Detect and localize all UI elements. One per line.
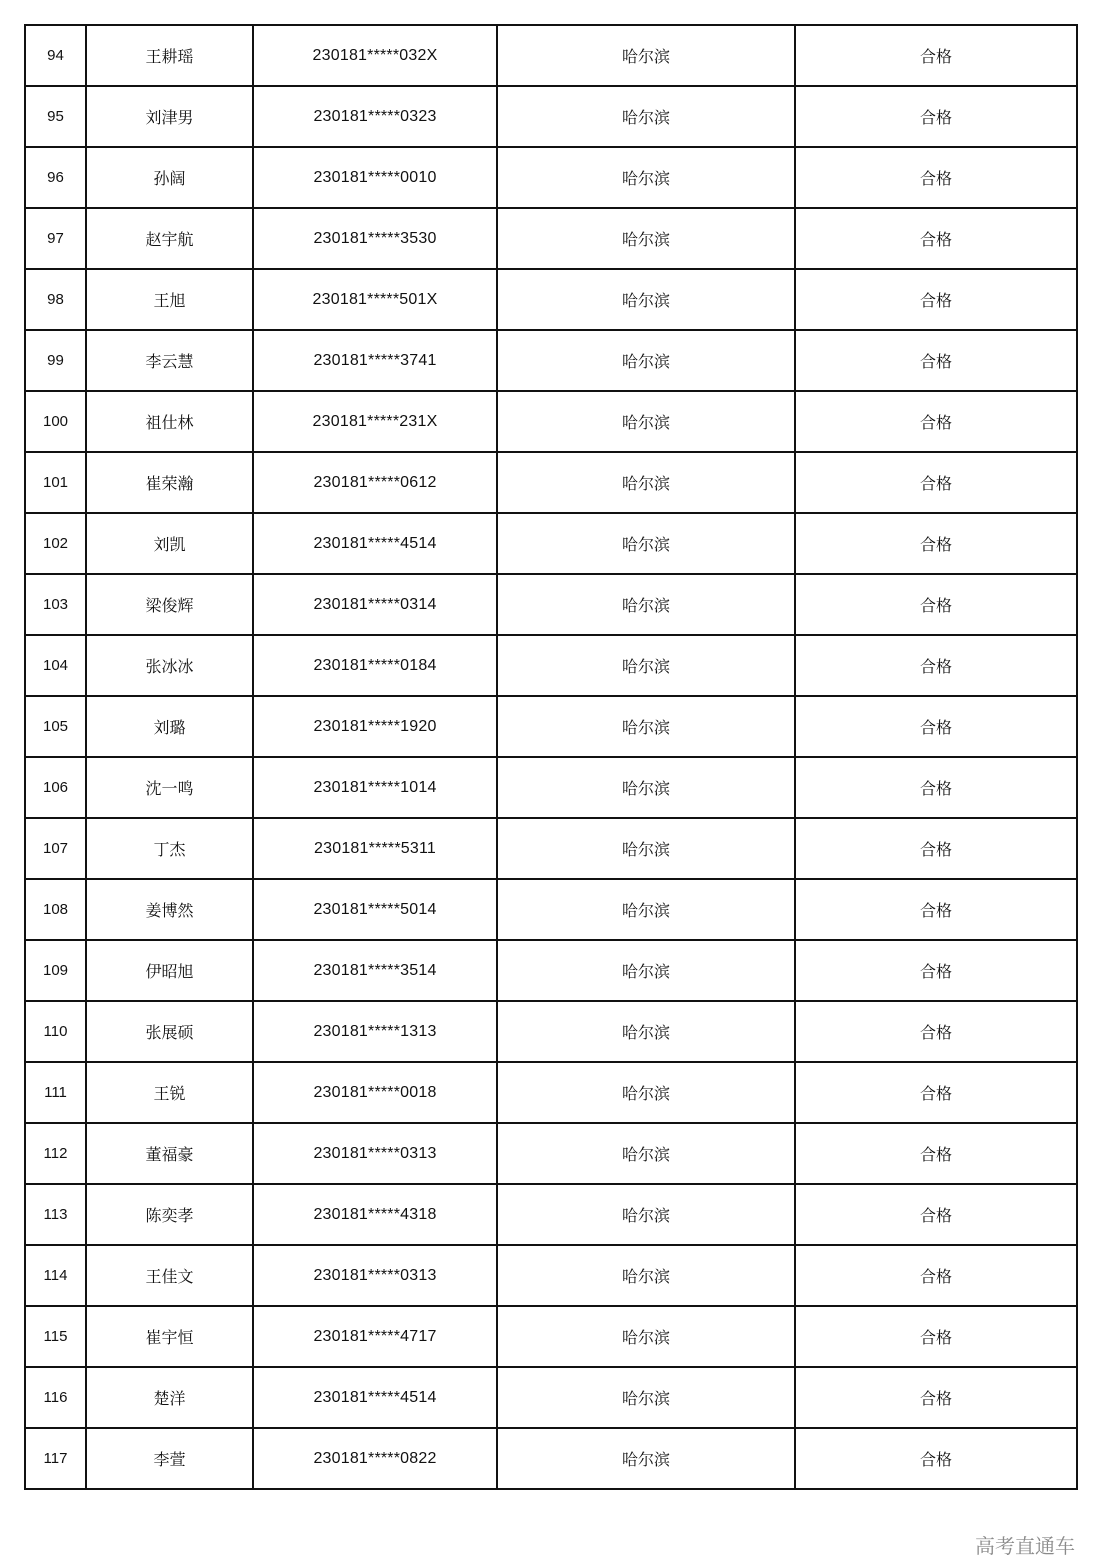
name-cell: 崔荣瀚 [86, 452, 253, 513]
region-cell: 哈尔滨 [497, 1001, 795, 1062]
name-cell: 孙阔 [86, 147, 253, 208]
id-number-cell: 230181*****0010 [253, 147, 497, 208]
result-cell: 合格 [795, 818, 1077, 879]
table-row [25, 452, 1077, 513]
table-row [25, 147, 1077, 208]
table-row [25, 696, 1077, 757]
id-number-cell: 230181*****5014 [253, 879, 497, 940]
region-cell: 哈尔滨 [497, 635, 795, 696]
result-cell: 合格 [795, 696, 1077, 757]
region-cell: 哈尔滨 [497, 574, 795, 635]
table-row [25, 1306, 1077, 1367]
result-cell: 合格 [795, 757, 1077, 818]
table-row [25, 1245, 1077, 1306]
region-cell: 哈尔滨 [497, 818, 795, 879]
id-number-cell: 230181*****1014 [253, 757, 497, 818]
id-number-cell: 230181*****0822 [253, 1428, 497, 1489]
id-number-cell: 230181*****0612 [253, 452, 497, 513]
table-row [25, 1062, 1077, 1123]
region-cell: 哈尔滨 [497, 757, 795, 818]
table-row [25, 879, 1077, 940]
name-cell: 刘凯 [86, 513, 253, 574]
name-cell: 丁杰 [86, 818, 253, 879]
region-cell: 哈尔滨 [497, 452, 795, 513]
name-cell: 张冰冰 [86, 635, 253, 696]
region-cell: 哈尔滨 [497, 696, 795, 757]
id-number-cell: 230181*****1920 [253, 696, 497, 757]
region-cell: 哈尔滨 [497, 86, 795, 147]
result-cell: 合格 [795, 269, 1077, 330]
row-number-cell: 96 [25, 147, 86, 208]
row-number-cell: 109 [25, 940, 86, 1001]
region-cell: 哈尔滨 [497, 330, 795, 391]
result-cell: 合格 [795, 940, 1077, 1001]
result-cell: 合格 [795, 208, 1077, 269]
result-cell: 合格 [795, 1062, 1077, 1123]
row-number-cell: 104 [25, 635, 86, 696]
table-row [25, 391, 1077, 452]
region-cell: 哈尔滨 [497, 1062, 795, 1123]
id-number-cell: 230181*****3530 [253, 208, 497, 269]
results-table [24, 24, 1078, 1490]
result-cell: 合格 [795, 25, 1077, 86]
id-number-cell: 230181*****0323 [253, 86, 497, 147]
region-cell: 哈尔滨 [497, 1245, 795, 1306]
name-cell: 梁俊辉 [86, 574, 253, 635]
region-cell: 哈尔滨 [497, 1367, 795, 1428]
name-cell: 姜博然 [86, 879, 253, 940]
id-number-cell: 230181*****0314 [253, 574, 497, 635]
watermark-text: 高考直通车 [963, 1533, 1075, 1559]
row-number-cell: 110 [25, 1001, 86, 1062]
id-number-cell: 230181*****3514 [253, 940, 497, 1001]
id-number-cell: 230181*****4717 [253, 1306, 497, 1367]
name-cell: 刘璐 [86, 696, 253, 757]
row-number-cell: 114 [25, 1245, 86, 1306]
id-number-cell: 230181*****4318 [253, 1184, 497, 1245]
name-cell: 王旭 [86, 269, 253, 330]
region-cell: 哈尔滨 [497, 25, 795, 86]
result-cell: 合格 [795, 147, 1077, 208]
result-cell: 合格 [795, 513, 1077, 574]
name-cell: 刘津男 [86, 86, 253, 147]
id-number-cell: 230181*****5311 [253, 818, 497, 879]
result-cell: 合格 [795, 879, 1077, 940]
result-cell: 合格 [795, 1428, 1077, 1489]
name-cell: 李云慧 [86, 330, 253, 391]
row-number-cell: 97 [25, 208, 86, 269]
row-number-cell: 108 [25, 879, 86, 940]
row-number-cell: 102 [25, 513, 86, 574]
region-cell: 哈尔滨 [497, 940, 795, 1001]
table-row [25, 269, 1077, 330]
id-number-cell: 230181*****0313 [253, 1123, 497, 1184]
name-cell: 董福豪 [86, 1123, 253, 1184]
name-cell: 伊昭旭 [86, 940, 253, 1001]
region-cell: 哈尔滨 [497, 1184, 795, 1245]
table-row [25, 635, 1077, 696]
row-number-cell: 112 [25, 1123, 86, 1184]
id-number-cell: 230181*****4514 [253, 513, 497, 574]
row-number-cell: 105 [25, 696, 86, 757]
result-cell: 合格 [795, 1001, 1077, 1062]
table-row [25, 1001, 1077, 1062]
result-cell: 合格 [795, 1306, 1077, 1367]
region-cell: 哈尔滨 [497, 513, 795, 574]
id-number-cell: 230181*****1313 [253, 1001, 497, 1062]
table-row [25, 574, 1077, 635]
result-cell: 合格 [795, 574, 1077, 635]
table-row [25, 86, 1077, 147]
region-cell: 哈尔滨 [497, 879, 795, 940]
region-cell: 哈尔滨 [497, 1306, 795, 1367]
region-cell: 哈尔滨 [497, 1123, 795, 1184]
name-cell: 王佳文 [86, 1245, 253, 1306]
row-number-cell: 101 [25, 452, 86, 513]
id-number-cell: 230181*****032X [253, 25, 497, 86]
table-row [25, 1184, 1077, 1245]
row-number-cell: 113 [25, 1184, 86, 1245]
region-cell: 哈尔滨 [497, 391, 795, 452]
name-cell: 赵宇航 [86, 208, 253, 269]
table-row [25, 1367, 1077, 1428]
row-number-cell: 103 [25, 574, 86, 635]
name-cell: 陈奕孝 [86, 1184, 253, 1245]
row-number-cell: 98 [25, 269, 86, 330]
result-cell: 合格 [795, 1245, 1077, 1306]
name-cell: 祖仕林 [86, 391, 253, 452]
results-table-body [25, 25, 1077, 1489]
region-cell: 哈尔滨 [497, 1428, 795, 1489]
name-cell: 张展硕 [86, 1001, 253, 1062]
name-cell: 王耕瑶 [86, 25, 253, 86]
id-number-cell: 230181*****0184 [253, 635, 497, 696]
id-number-cell: 230181*****3741 [253, 330, 497, 391]
row-number-cell: 100 [25, 391, 86, 452]
table-row [25, 330, 1077, 391]
id-number-cell: 230181*****501X [253, 269, 497, 330]
result-cell: 合格 [795, 86, 1077, 147]
table-row [25, 1428, 1077, 1489]
row-number-cell: 116 [25, 1367, 86, 1428]
result-cell: 合格 [795, 1367, 1077, 1428]
name-cell: 王锐 [86, 1062, 253, 1123]
row-number-cell: 117 [25, 1428, 86, 1489]
row-number-cell: 99 [25, 330, 86, 391]
table-row [25, 1123, 1077, 1184]
name-cell: 楚洋 [86, 1367, 253, 1428]
result-cell: 合格 [795, 391, 1077, 452]
result-cell: 合格 [795, 452, 1077, 513]
table-row [25, 940, 1077, 1001]
id-number-cell: 230181*****231X [253, 391, 497, 452]
result-cell: 合格 [795, 1123, 1077, 1184]
table-row [25, 513, 1077, 574]
row-number-cell: 115 [25, 1306, 86, 1367]
table-row [25, 25, 1077, 86]
table-row [25, 818, 1077, 879]
table-row [25, 757, 1077, 818]
region-cell: 哈尔滨 [497, 208, 795, 269]
table-row [25, 208, 1077, 269]
name-cell: 崔宇恒 [86, 1306, 253, 1367]
row-number-cell: 94 [25, 25, 86, 86]
id-number-cell: 230181*****0018 [253, 1062, 497, 1123]
region-cell: 哈尔滨 [497, 147, 795, 208]
result-cell: 合格 [795, 1184, 1077, 1245]
row-number-cell: 111 [25, 1062, 86, 1123]
name-cell: 李萱 [86, 1428, 253, 1489]
result-cell: 合格 [795, 330, 1077, 391]
name-cell: 沈一鸣 [86, 757, 253, 818]
id-number-cell: 230181*****0313 [253, 1245, 497, 1306]
id-number-cell: 230181*****4514 [253, 1367, 497, 1428]
region-cell: 哈尔滨 [497, 269, 795, 330]
row-number-cell: 95 [25, 86, 86, 147]
row-number-cell: 106 [25, 757, 86, 818]
row-number-cell: 107 [25, 818, 86, 879]
result-cell: 合格 [795, 635, 1077, 696]
